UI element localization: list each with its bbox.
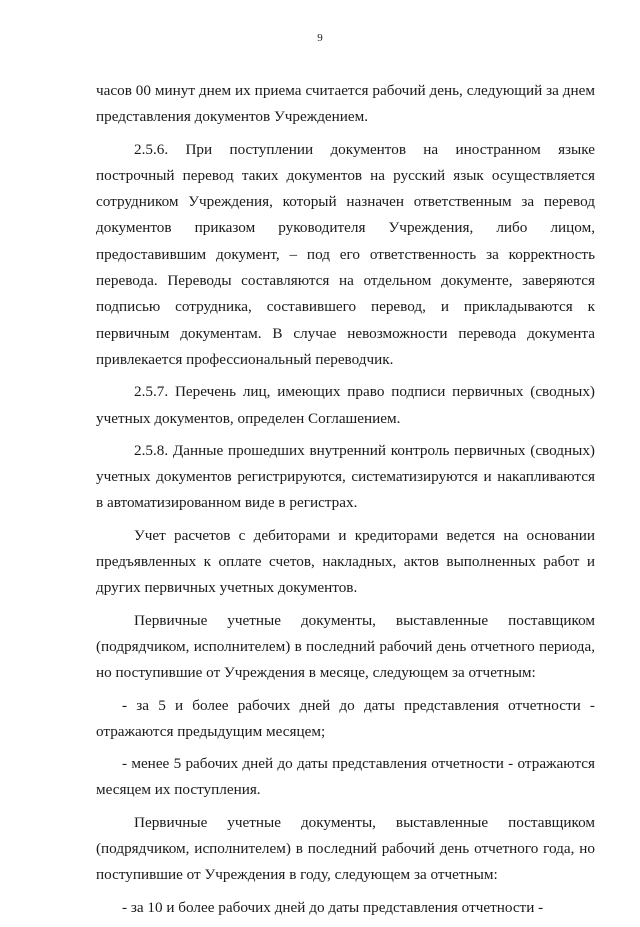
paragraph-primary-docs-year: Первичные учетные документы, выставленные поставщиком (подрядчиком, исполнителем) в последний рабочий день отчетного года, но поступившие от Учреждения в году, следующем за отчетным: (96, 813, 595, 884)
paragraph-2-5-7: 2.5.7. Перечень лиц, имеющих право подписи первичных (сводных) учетных документов, определен Соглашением. (96, 383, 595, 427)
list-item: - за 10 и более рабочих дней до даты представления отчетности - (122, 898, 544, 916)
paragraph-settlements: Учет расчетов с дебиторами и кредиторами ведется на основании предъявленных к оплате счетов, накладных, актов выполненных работ и других первичных учетных документов. (96, 526, 595, 597)
paragraph-2-5-8: 2.5.8. Данные прошедших внутренний контроль первичных (сводных) учетных документов регистрируются, систематизируются и накапливаются в автоматизированном виде в регистрах. (96, 441, 595, 512)
list-item: - за 5 и более рабочих дней до даты представления отчетности - отражаются предыдущим месяцем; (96, 696, 595, 740)
paragraph-2-5-6: 2.5.6. При поступлении документов на иностранном языке построчный перевод таких документов на русский язык осуществляется сотрудником Учреждения, который назначен ответственным за перевод документов приказом руководителя Учреждения, либо лицом, предоставившим документ, – под его ответственность за корректность перевода. Переводы составляются на отдельном документе, заверяются подписью сотрудника, составившего перевод, и прикладываются к первичным документам. В случае невозможности перевода документа привлекается профессиональный переводчик. (96, 140, 595, 368)
document-body (96, 78, 595, 927)
page-number: 9 (317, 32, 323, 44)
list-item: - менее 5 рабочих дней до даты представления отчетности - отражаются месяцем их поступления. (96, 755, 595, 799)
paragraph-primary-docs-month: Первичные учетные документы, выставленные поставщиком (подрядчиком, исполнителем) в последний рабочий день отчетного периода, но поступившие от Учреждения в месяце, следующем за отчетным: (96, 611, 595, 682)
paragraph-continuation: часов 00 минут днем их приема считается рабочий день, следующий за днем представления документов Учреждением. (96, 82, 595, 126)
